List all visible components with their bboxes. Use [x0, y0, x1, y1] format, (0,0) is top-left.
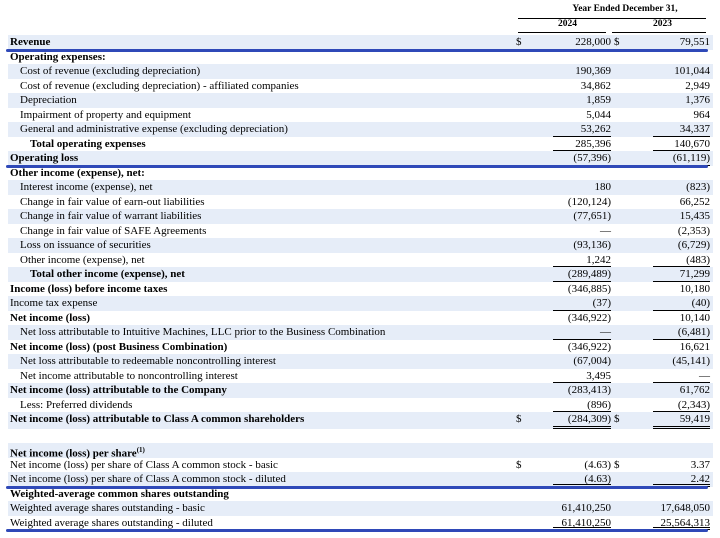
value-2024: (67,004): [573, 355, 611, 367]
currency-symbol-2023: $: [614, 458, 620, 471]
table-row: [8, 369, 713, 384]
table-row: [8, 238, 713, 253]
table-row: [8, 35, 713, 50]
currency-symbol-2023: $: [614, 413, 620, 425]
value-2024: (284,309): [553, 412, 611, 429]
row-label: Operating expenses:: [10, 50, 106, 63]
value-2023: 71,299: [653, 267, 710, 282]
row-label: General and administrative expense (excluding depreciation): [20, 123, 288, 135]
row-label: Total operating expenses: [30, 137, 146, 150]
value-2023: (483): [653, 253, 710, 268]
row-label: Net income (loss): [10, 311, 91, 324]
value-2024: [553, 487, 611, 502]
value-2023: [653, 487, 710, 502]
value-2024: 1,242: [553, 253, 611, 268]
value-2024: 3,495: [553, 369, 611, 384]
table-row: [8, 501, 713, 516]
value-2024: 228,000: [575, 36, 611, 48]
column-header-2023: 2023: [653, 19, 672, 29]
table-row: [8, 166, 713, 181]
value-2023: (6,729): [677, 239, 710, 251]
row-label: Other income (expense), net: [20, 253, 145, 266]
row-label: Income (loss) before income taxes: [10, 282, 168, 295]
value-2023: 61,762: [679, 384, 710, 396]
spacer-row: [8, 429, 713, 443]
value-2023: 25,564,313: [653, 516, 710, 531]
table-row: [8, 267, 713, 282]
value-2024: (346,922): [567, 340, 611, 353]
value-2024: (289,489): [553, 267, 611, 282]
currency-symbol-2024: $: [516, 413, 522, 425]
value-2023: 2,949: [685, 79, 710, 92]
row-label: Cost of revenue (excluding depreciation): [20, 65, 201, 77]
table-row: [8, 108, 713, 123]
table-row: [8, 340, 713, 355]
value-2023: 16,621: [679, 340, 710, 353]
value-2023: 964: [693, 108, 710, 121]
value-2023: 10,140: [679, 311, 710, 324]
table-row: [8, 122, 713, 137]
value-2023: 79,551: [679, 36, 710, 48]
value-2023: 2.42: [653, 472, 710, 487]
table-row: [8, 311, 713, 326]
value-2023: 59,419: [653, 412, 710, 429]
value-2024: (283,413): [567, 384, 611, 396]
row-label: Net income (loss) per share of Class A common stock - diluted: [10, 473, 286, 485]
value-2023: 34,337: [653, 122, 710, 137]
value-2024: 285,396: [553, 137, 611, 152]
value-2024: (37): [553, 296, 611, 311]
row-label: Change in fair value of earn-out liabilities: [20, 195, 205, 208]
row-highlight-line: [6, 529, 708, 532]
column-header-rule-2023: [612, 32, 706, 33]
value-2024: 180: [594, 181, 611, 193]
value-2024: (346,922): [567, 311, 611, 324]
value-2024: (120,124): [567, 195, 611, 208]
table-row: [8, 224, 713, 239]
value-2023: 17,648,050: [660, 502, 710, 514]
value-2023: 1,376: [685, 94, 710, 106]
value-2023: (45,141): [672, 355, 710, 367]
row-label: Weighted average shares outstanding - diluted: [10, 516, 213, 529]
currency-symbol-2024: $: [516, 36, 522, 48]
row-label: Income tax expense: [10, 297, 98, 309]
value-2023: (2,353): [677, 224, 710, 237]
value-2024: (896): [553, 398, 611, 413]
value-2023: 101,044: [674, 65, 710, 77]
table-row: [8, 398, 713, 413]
value-2023: [653, 166, 710, 181]
value-2023: 140,670: [653, 137, 710, 152]
table-row: [8, 443, 713, 458]
row-label: Net income (loss) attributable to the Company: [10, 384, 227, 396]
table-row: [8, 354, 713, 369]
value-2023: (61,119): [653, 151, 710, 166]
row-label: Weighted average shares outstanding - basic: [10, 502, 205, 514]
table-row: [8, 516, 713, 531]
table-row: [8, 50, 713, 65]
value-2024: —: [600, 224, 611, 237]
table-row: [8, 383, 713, 398]
row-label: Change in fair value of SAFE Agreements: [20, 224, 207, 237]
value-2023: 10,180: [679, 282, 710, 295]
value-2023: —: [653, 369, 710, 384]
value-2023: 3.37: [690, 458, 710, 471]
row-label: Depreciation: [20, 94, 77, 106]
value-2024: [553, 166, 611, 181]
row-label: Net loss attributable to Intuitive Machines, LLC prior to the Business Combination: [20, 326, 386, 338]
value-2024: 34,862: [580, 79, 611, 92]
table-row: [8, 296, 713, 311]
column-header-2024: 2024: [558, 19, 577, 29]
row-label: Operating loss: [10, 152, 79, 164]
table-row: [8, 412, 713, 429]
row-label: Net income (loss) attributable to Class A common shareholders: [10, 413, 305, 425]
row-label: Loss on issuance of securities: [20, 239, 151, 251]
row-label: Revenue: [10, 36, 51, 48]
value-2024: (77,651): [573, 210, 611, 222]
row-label: Total other income (expense), net: [30, 268, 185, 280]
row-label: Interest income (expense), net: [20, 181, 153, 193]
table-row: [8, 93, 713, 108]
value-2024: (57,396): [553, 151, 611, 166]
value-2024: [553, 50, 611, 65]
row-label: Less: Preferred dividends: [20, 398, 133, 411]
table-row: [8, 180, 713, 195]
table-row: [8, 195, 713, 210]
value-2024: [553, 443, 611, 458]
table-row: [8, 458, 713, 473]
row-label: Cost of revenue (excluding depreciation) - affiliated companies: [20, 79, 299, 92]
row-label: Weighted-average common shares outstanding: [10, 487, 229, 500]
table-row: [8, 282, 713, 297]
value-2023: (6,481): [653, 325, 710, 340]
value-2023: [653, 443, 710, 458]
table-row: [8, 151, 713, 166]
value-2024: 5,044: [586, 108, 611, 121]
currency-symbol-2024: $: [516, 458, 522, 471]
table-row: [8, 209, 713, 224]
row-label: Other income (expense), net:: [10, 166, 145, 179]
value-2023: (2,343): [653, 398, 710, 413]
row-label: Net income attributable to noncontrolling interest: [20, 369, 238, 382]
row-label: Change in fair value of warrant liabilities: [20, 210, 202, 222]
table-row: [8, 64, 713, 79]
table-row: [8, 79, 713, 94]
table-row: [8, 137, 713, 152]
value-2023: [653, 50, 710, 65]
row-label: Impairment of property and equipment: [20, 108, 192, 121]
value-2024: 1,859: [586, 94, 611, 106]
value-2024: 61,410,250: [561, 502, 611, 514]
row-label: Net income (loss) (post Business Combination): [10, 340, 228, 353]
value-2024: 61,410,250: [553, 516, 611, 531]
table-row: [8, 487, 713, 502]
row-label: Net loss attributable to redeemable noncontrolling interest: [20, 355, 276, 367]
value-2024: 190,369: [575, 65, 611, 77]
value-2023: 66,252: [679, 195, 710, 208]
value-2024: (4.63): [553, 472, 611, 487]
row-label: Net income (loss) per share$^{(1)}$: [10, 446, 145, 460]
value-2024: (346,885): [567, 282, 611, 295]
column-header-rule-2024: [518, 32, 606, 33]
table-row: [8, 253, 713, 268]
table-row: [8, 472, 713, 487]
value-2023: 15,435: [679, 210, 710, 222]
currency-symbol-2023: $: [614, 36, 620, 48]
value-2024: —: [553, 325, 611, 340]
footnote-marker: (1): [136, 446, 145, 454]
value-2024: 53,262: [553, 122, 611, 137]
period-header: Year Ended December 31,: [572, 4, 678, 14]
value-2024: (4.63): [584, 458, 611, 471]
value-2023: (40): [653, 296, 710, 311]
value-2023: (823): [686, 181, 710, 193]
table-row: [8, 325, 713, 340]
row-label: Net income (loss) per share of Class A common stock - basic: [10, 458, 278, 471]
value-2024: (93,136): [573, 239, 611, 251]
